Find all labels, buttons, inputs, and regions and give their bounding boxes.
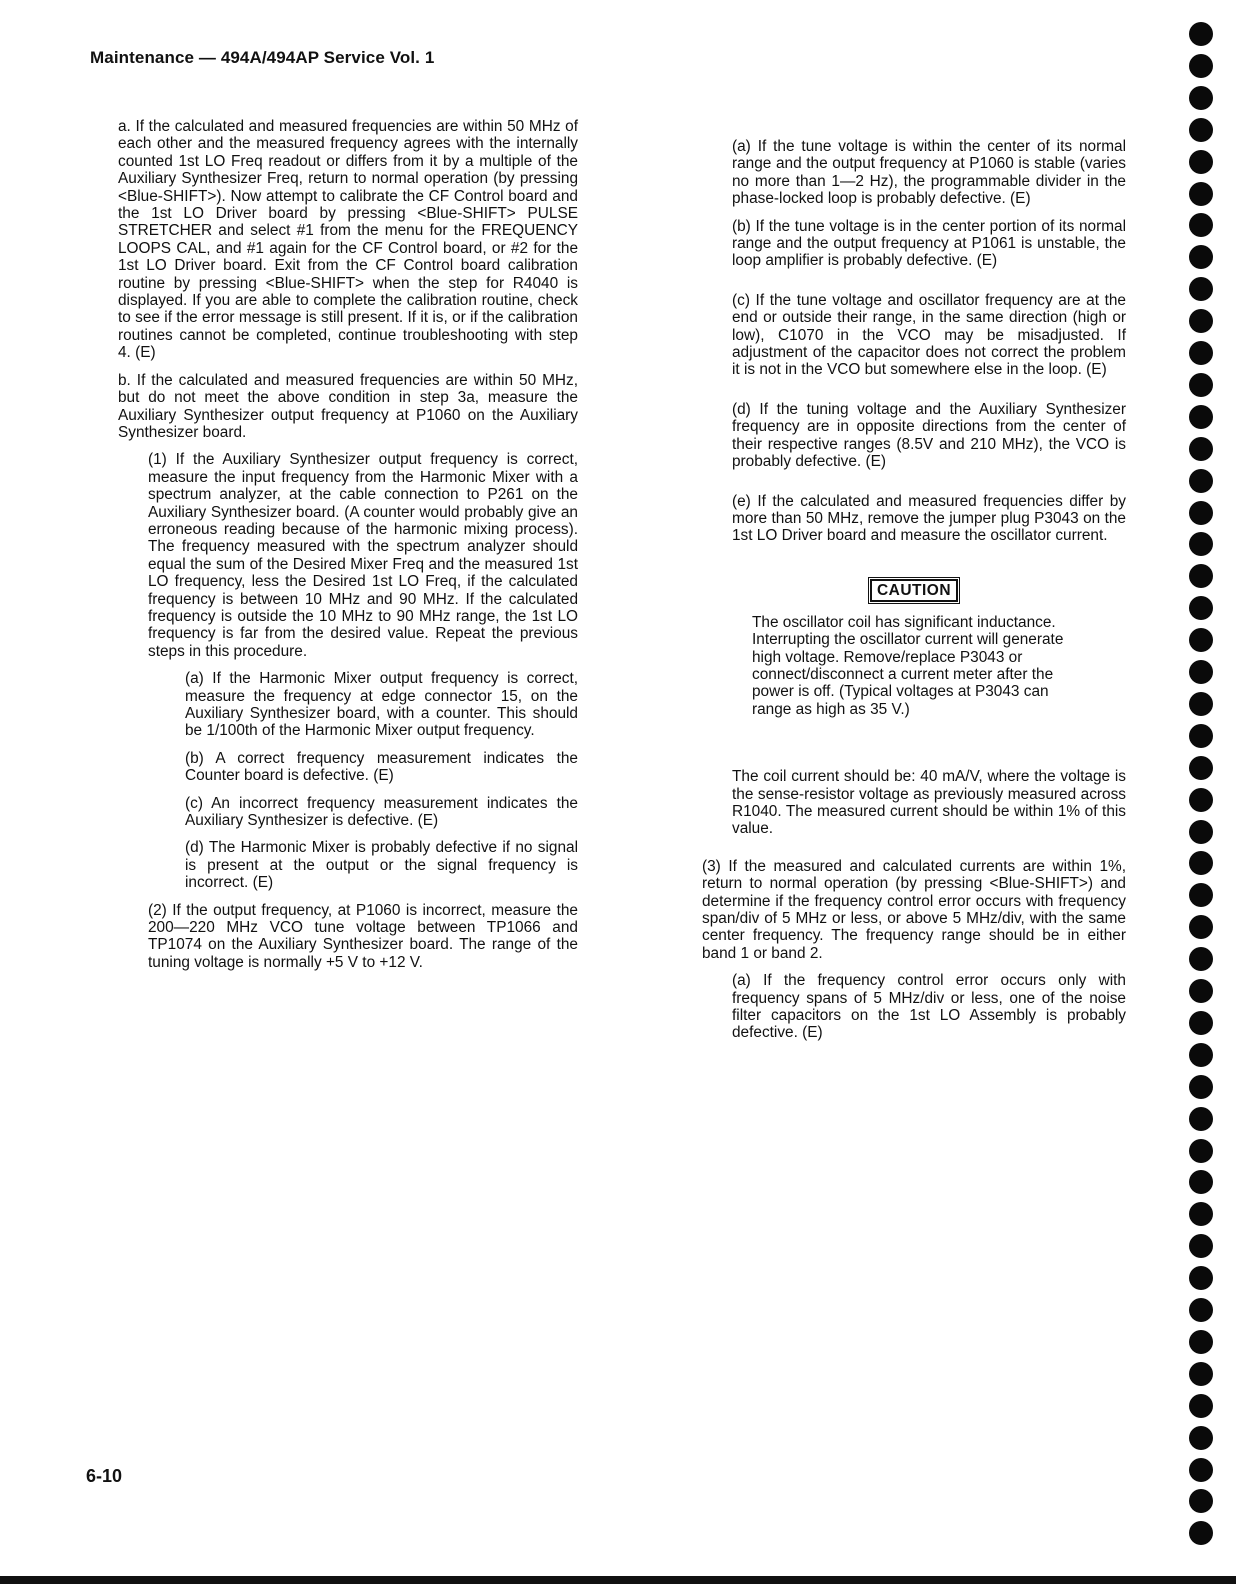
binding-holes xyxy=(1186,22,1216,1562)
binding-hole xyxy=(1189,788,1213,812)
page-number: 6-10 xyxy=(86,1466,123,1486)
page-bottom-edge xyxy=(0,1576,1236,1584)
binding-hole xyxy=(1189,245,1213,269)
binding-hole xyxy=(1189,692,1213,716)
step-2e-paragraph: (e) If the calculated and measured frequencies differ by more than 50 MHz, remove the jumper plug P3043 on the 1st LO Driver board and measure the oscillator current. xyxy=(732,492,1126,545)
step-b1-paragraph: (1) If the Auxiliary Synthesizer output frequency is correct, measure the input frequency from the Harmonic Mixer with a spectrum analyzer, at the cable connection to P261 on the Auxiliary Synthesizer board. (A counter would probably give an erroneous reading because of the harmonic mixing process). The frequency measured with the spectrum analyzer should equal the sum of the Desired Mixer Freq and the measured 1st LO frequency, less the Desired 1st LO Freq, if the calculated frequency is between 10 MHz and 90 MHz. If the calculated frequency is outside the 10 MHz to 90 MHz range, the 1st LO frequency is far from the desired value. Repeat the previous steps in this procedure. xyxy=(148,451,578,660)
binding-hole xyxy=(1189,1234,1213,1258)
step-2d-paragraph: (d) If the tuning voltage and the Auxiliary Synthesizer frequency are in opposite directions from the center of their respective ranges (8.5V and 210 MHz), the VCO is probably defective. (E) xyxy=(732,400,1126,471)
coil-current-paragraph: The coil current should be: 40 mA/V, where the voltage is the sense-resistor voltage as previously measured across R1040. The measured current should be within 1% of this value. xyxy=(732,768,1126,838)
binding-hole xyxy=(1189,1107,1213,1131)
binding-hole xyxy=(1189,405,1213,429)
binding-hole xyxy=(1189,532,1213,556)
caution-heading xyxy=(702,579,1126,602)
binding-hole xyxy=(1189,564,1213,588)
binding-hole xyxy=(1189,883,1213,907)
binding-hole xyxy=(1189,1170,1213,1194)
step-b-paragraph: b. If the calculated and measured frequencies are within 50 MHz, but do not meet the above condition in step 3a, measure the Auxiliary Synthesizer output frequency at P1060 on the Auxiliary Synthesizer board. xyxy=(118,371,578,441)
step-2c-paragraph: (c) If the tune voltage and oscillator frequency are at the end or outside their range, in the same direction (high or low), C1070 in the VCO may be misadjusted. If adjustment of the capacitor does not correct the problem it is not in the VCO but somewhere else in the loop. (E) xyxy=(732,291,1126,379)
binding-hole xyxy=(1189,979,1213,1003)
caution-text: The oscillator coil has significant inductance. Interrupting the oscillator current will generate high voltage. Remove/replace P3043 or connect/disconnect a current meter after the power is off. (Typical voltages at P3043 can range as high as 35 V.) xyxy=(752,613,1064,718)
step-b1c-paragraph: (c) An incorrect frequency measurement indicates the Auxiliary Synthesizer is defective. (E) xyxy=(185,794,578,830)
binding-hole xyxy=(1189,1394,1213,1418)
binding-hole xyxy=(1189,1521,1213,1545)
binding-hole xyxy=(1189,1298,1213,1322)
step-2b-paragraph: (b) If the tune voltage is in the center portion of its normal range and the output frequency at P1061 is unstable, the loop amplifier is probably defective. (E) xyxy=(732,217,1126,270)
step-2a-paragraph: (a) If the tune voltage is within the center of its normal range and the output frequency at P1060 is stable (varies no more than 1—2 Hz), the programmable divider in the phase-locked loop is probably defective. (E) xyxy=(732,138,1126,208)
binding-hole xyxy=(1189,1330,1213,1354)
binding-hole xyxy=(1189,1202,1213,1226)
binding-hole xyxy=(1189,1139,1213,1163)
left-column xyxy=(118,118,578,981)
binding-hole xyxy=(1189,86,1213,110)
step-b1a-paragraph: (a) If the Harmonic Mixer output frequency is correct, measure the frequency at edge connector 15, on the Auxiliary Synthesizer board, with a counter. This should be 1/100th of the Harmonic Mixer output frequency. xyxy=(185,670,578,740)
binding-hole xyxy=(1189,341,1213,365)
binding-hole xyxy=(1189,1043,1213,1067)
binding-hole xyxy=(1189,724,1213,748)
step-a-paragraph: a. If the calculated and measured frequencies are within 50 MHz of each other and the measured frequency agrees with the internally counted 1st LO Freq readout or differs from it by a multiple of the Auxiliary Synthesizer Freq, return to normal operation (by pressing <Blue-SHIFT>). Now attempt to calibrate the CF Control board and the 1st LO Driver board by pressing <Blue-SHIFT> PULSE STRETCHER and select #1 from the menu for the FREQUENCY LOOPS CAL, and #1 again for the CF Control board, or #2 for the 1st LO Driver board. Exit from the CF Control board calibration routine by pressing <Blue-SHIFT> when the step for R4040 is displayed. If you are able to complete the calibration routine, check to see if the error message is still present. If it is, or if the calibration routines cannot be completed, continue troubleshooting with step 4. (E) xyxy=(118,118,578,362)
right-column xyxy=(702,118,1126,1052)
binding-hole xyxy=(1189,150,1213,174)
binding-hole xyxy=(1189,1362,1213,1386)
binding-hole xyxy=(1189,277,1213,301)
binding-hole xyxy=(1189,309,1213,333)
binding-hole xyxy=(1189,756,1213,780)
step-b1b-paragraph: (b) A correct frequency measurement indicates the Counter board is defective. (E) xyxy=(185,749,578,785)
binding-hole xyxy=(1189,501,1213,525)
binding-hole xyxy=(1189,182,1213,206)
binding-hole xyxy=(1189,118,1213,142)
binding-hole xyxy=(1189,915,1213,939)
binding-hole xyxy=(1189,213,1213,237)
binding-hole xyxy=(1189,1011,1213,1035)
binding-hole xyxy=(1189,1489,1213,1513)
binding-hole xyxy=(1189,469,1213,493)
binding-hole xyxy=(1189,22,1213,46)
binding-hole xyxy=(1189,437,1213,461)
binding-hole xyxy=(1189,947,1213,971)
binding-hole xyxy=(1189,660,1213,684)
step-b1d-paragraph: (d) The Harmonic Mixer is probably defective if no signal is present at the output or the signal frequency is incorrect. (E) xyxy=(185,839,578,892)
binding-hole xyxy=(1189,851,1213,875)
caution-label: CAUTION xyxy=(870,579,958,602)
binding-hole xyxy=(1189,1266,1213,1290)
binding-hole xyxy=(1189,1426,1213,1450)
step-3a-paragraph: (a) If the frequency control error occurs only with frequency spans of 5 MHz/div or less, one of the noise filter capacitors on the 1st LO Assembly is probably defective. (E) xyxy=(732,972,1126,1042)
step-3-paragraph: (3) If the measured and calculated currents are within 1%, return to normal operation (by pressing <Blue-SHIFT>) and determine if the frequency control error occurs with frequency span/div of 5 MHz or less, or above 5 MHz/div, with the same center frequency. The frequency range should be in either band 1 or band 2. xyxy=(702,857,1126,962)
binding-hole xyxy=(1189,820,1213,844)
binding-hole xyxy=(1189,1075,1213,1099)
step-b2-paragraph: (2) If the output frequency, at P1060 is incorrect, measure the 200—220 MHz VCO tune voltage between TP1066 and TP1074 on the Auxiliary Synthesizer board. The range of the tuning voltage is normally +5 V to +12 V. xyxy=(148,901,578,971)
binding-hole xyxy=(1189,1458,1213,1482)
binding-hole xyxy=(1189,54,1213,78)
page-header: Maintenance — 494A/494AP Service Vol. 1 xyxy=(90,48,435,67)
binding-hole xyxy=(1189,628,1213,652)
binding-hole xyxy=(1189,596,1213,620)
binding-hole xyxy=(1189,373,1213,397)
